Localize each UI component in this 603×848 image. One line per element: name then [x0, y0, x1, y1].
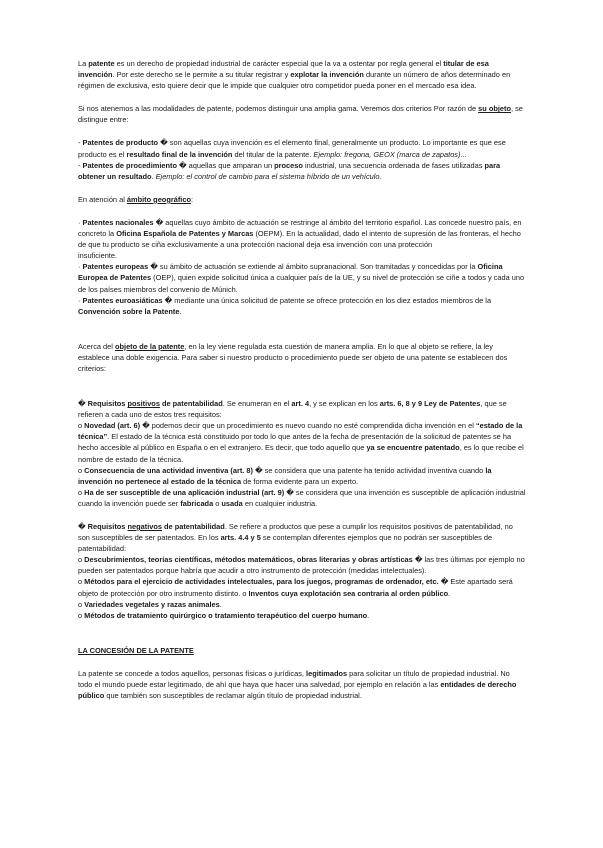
bold-text: de patentabilidad: [159, 399, 223, 409]
bold-text: entidades de derecho público: [78, 680, 517, 701]
paragraph-intellectual-methods: [78, 576, 526, 598]
bold-text: Ha de ser susceptible de una aplicación industrial (art. 9): [84, 487, 285, 497]
paragraph-procedure-patents: [78, 160, 526, 182]
bold-text: arts. 6, 8 y 9 Ley de Patentes: [379, 399, 481, 409]
paragraph-surgical-methods: [78, 610, 526, 621]
bold-text: legitimados: [306, 668, 348, 678]
paragraph-product-patents: [78, 137, 526, 159]
text: , que se refieren a cada uno de estos tres requisitos:: [78, 399, 507, 420]
paragraph-european-patents: [78, 261, 526, 294]
text: industrial, una secuencia ordenada de fases utilizadas: [302, 160, 485, 170]
paragraph-industrial-application: [78, 487, 526, 509]
paragraph-patent-grant: [78, 668, 526, 701]
paragraph-discoveries: [78, 554, 526, 576]
bold-text: resultado final de la invención: [126, 149, 233, 159]
bold-text: Descubrimientos, teorías científicas, métodos matemáticos, obras literarias y obras artísticas: [84, 555, 413, 565]
text: En atención al: [78, 194, 127, 204]
text: La patente se concede a todos aquellos, personas físicas o jurídicas,: [78, 668, 307, 678]
bold-text: arts. 4.4 y 5: [220, 533, 261, 543]
text: durante un número de años determinado en régimen de exclusiva, esto quiere decir que le impide que cualquier otro competidor pueda poner en el mercado esa idea.: [78, 70, 511, 91]
italic-text: Ejemplo: fregona, GEOX (marca de zapatos): [313, 149, 461, 159]
text: ·: [78, 217, 83, 227]
bold-text: Novedad (art. 6): [84, 421, 141, 431]
text: o: [78, 577, 85, 587]
paragraph-positive-requirements: [78, 398, 526, 420]
text: �: [78, 399, 88, 409]
text: :: [190, 194, 194, 204]
paragraph-national-patents: [78, 217, 526, 261]
text: de forma evidente para un experto.: [241, 476, 359, 486]
text: ·: [78, 295, 83, 305]
text: .: [151, 171, 156, 181]
section-heading: LA CONCESIÓN DE LA PATENTE: [78, 645, 194, 655]
text: que también son susceptibles de reclamar algún título de propiedad industrial.: [104, 691, 362, 701]
text: en cualquier industria.: [242, 498, 318, 508]
paragraph-patent-definition: [78, 58, 526, 91]
paragraph-patent-object: [78, 341, 526, 374]
underlined-term: positivos: [127, 399, 160, 409]
bold-text: “estado de la técnica”: [78, 421, 523, 442]
text: o: [78, 421, 85, 431]
text: Acerca del: [78, 341, 115, 351]
bold-text: de patentabilidad: [161, 522, 225, 531]
text: o: [213, 498, 222, 508]
text: o: [78, 610, 85, 620]
text: � se considera que una patente ha tenido actividad inventiva cuando: [252, 465, 486, 475]
paragraph-plant-varieties: [78, 599, 526, 610]
text: -: [78, 138, 83, 148]
text: � podemos decir que un procedimiento es nuevo cuando no esté comprendida dicha invención en el: [140, 421, 476, 431]
underlined-term: su objeto: [478, 104, 511, 114]
bold-text: usada: [221, 498, 243, 508]
bold-text: Patentes euroasiáticas: [82, 295, 163, 305]
text: � se considera que una invención es susceptible de aplicación industrial cuando la invención puede ser: [78, 487, 526, 508]
text: insuficiente.: [78, 251, 118, 261]
bold-text: Variedades vegetales y razas animales: [84, 599, 220, 609]
text: es un derecho de propiedad industrial de carácter especial que la va a ostentar por regla general el: [114, 59, 444, 68]
bold-text: patente: [88, 59, 115, 68]
bold-text: Requisitos: [87, 399, 128, 409]
bold-text: explotar la invención: [290, 70, 364, 80]
text: , en la ley viene regulada esta cuestión de manera amplia. En lo que al objeto se refiere, la ley establece una doble exigencia. Para saber si nuestro producto o procedimiento puede ser objeto de una patente se establecen dos criterios:: [78, 341, 508, 373]
paragraph-negative-requirements: [78, 521, 526, 554]
text: se contemplan diferentes ejemplos que no podrán ser susceptibles de patentabilidad:: [78, 533, 493, 554]
text: , es lo que recibe el nombre de estado de la técnica.: [78, 443, 524, 464]
text: .: [448, 588, 451, 598]
underlined-term: objeto de la patente: [114, 341, 185, 351]
text: � su ámbito de actuación se extiende al ámbito supranacional. Son tramitadas y concedidas por la: [148, 262, 478, 272]
underlined-term: negativos: [127, 522, 162, 531]
text: . El estado de la técnica está constituido por todo lo que antes de la fecha de presentación de la solicitud de patentes se ha hecho accesible al público en España o en el extranjero. Es decir, que todo aquello que: [78, 432, 512, 453]
bold-text: para obtener un resultado: [78, 160, 501, 181]
text: . Se enumeran en el: [222, 399, 292, 409]
text: � aquellas que amparan un: [176, 160, 275, 170]
bold-text: Patentes de producto: [82, 138, 159, 148]
text: .: [219, 599, 222, 609]
text: � mediante una única solicitud de patente se ofrece protección en los diez estados miembros de la: [162, 295, 492, 305]
bold-text: ya se encuentre patentado: [366, 443, 460, 453]
bold-text: Oficina Europea de Patentes: [78, 262, 503, 283]
text: o: [78, 555, 85, 565]
bold-text: Convención sobre la Patente: [78, 306, 180, 316]
paragraph-geographic: [78, 194, 526, 205]
text: o: [78, 599, 85, 609]
paragraph-eurasian-patents: [78, 295, 526, 317]
text: , se distingue entre:: [78, 104, 523, 125]
text: Si nos atenemos a las modalidades de patente, podemos distinguir una amplia gama. Veremos dos criterios Por razón de: [78, 104, 479, 114]
bold-text: proceso: [274, 160, 303, 170]
text: o: [78, 487, 85, 497]
bold-text: Patentes europeas: [82, 262, 149, 272]
text: o: [78, 465, 85, 475]
text: del titular de la patente.: [232, 149, 314, 159]
text: . Por este derecho se le permite a su titular registrar y: [112, 70, 291, 80]
text: ...: [460, 149, 467, 159]
text: .: [179, 306, 182, 316]
italic-text: Ejemplo: el control de cambio para el sistema híbrido de un vehículo.: [155, 171, 382, 181]
text: � aquellas cuyo ámbito de actuación se restringe al ámbito del territorio español. Las concede nuestro país, en concreto la: [78, 217, 522, 239]
paragraph-modalities: [78, 103, 526, 125]
text: ·: [78, 262, 83, 272]
bold-text: art. 4: [291, 399, 310, 409]
underlined-term: ámbito geográfico: [126, 194, 191, 204]
text: .: [367, 610, 370, 620]
bold-text: Patentes de procedimiento: [82, 160, 177, 170]
text: para solicitar un título de propiedad industrial. No todo el mundo puede estar legitimado, de ahí que haya que hacer una salvedad, por ejemplo en relación a las: [78, 668, 510, 690]
bold-text: Oficina Española de Patentes y Marcas: [116, 229, 254, 239]
text: �: [78, 522, 88, 531]
bold-text: Consecuencia de una actividad inventiva (art. 8): [84, 465, 253, 475]
paragraph-novelty: [78, 420, 526, 464]
bold-text: Métodos para el ejercicio de actividades intelectuales, para los juegos, programas de ordenador, etc.: [84, 577, 439, 587]
text: -: [78, 160, 83, 170]
text: (OEP), quien expide solicitud única a cualquier país de la UE, y su nivel de protección se ciñe a todos y cada uno de los países miembros del convenio de Múnich.: [78, 273, 525, 294]
text: (OEPM). En la actualidad, dado el intento de supresión de las fronteras, el hecho de que tu producto se ciña exclusivamente a una protección nacional deja esa invención con una protección: [78, 229, 521, 250]
bold-text: titular de esa invención: [78, 59, 489, 80]
text: La: [78, 59, 89, 68]
bold-text: Patentes nacionales: [82, 217, 154, 227]
bold-text: Requisitos: [87, 522, 128, 531]
bold-text: Métodos de tratamiento quirúrgico o tratamiento terapéutico del cuerpo humano: [84, 610, 368, 620]
bold-text: fabricada: [180, 498, 214, 508]
bold-text: Inventos cuya explotación sea contraria al orden público: [248, 588, 449, 598]
bold-text: la invención no pertenece al estado de la técnica: [78, 465, 492, 486]
text: � Este apartado será objeto de protección por otro instrumento distinto. o: [78, 577, 513, 598]
text: , y se explican en los: [309, 399, 380, 409]
text: . Se refiere a productos que pese a cumplir los requisitos positivos de patentabilidad, no son susceptibles de ser patentados. En los: [78, 522, 513, 543]
text: � las tres últimas por ejemplo no pueden ser patentados porque habría que acudir a otro instrumento de protección (medidas intelectuales).: [78, 555, 525, 576]
paragraph-inventive-activity: [78, 465, 526, 487]
text: � son aquellas cuya invención es el elemento final, generalmente un producto. Lo importante es que ese producto es el: [78, 138, 506, 159]
document-page: [78, 58, 526, 701]
